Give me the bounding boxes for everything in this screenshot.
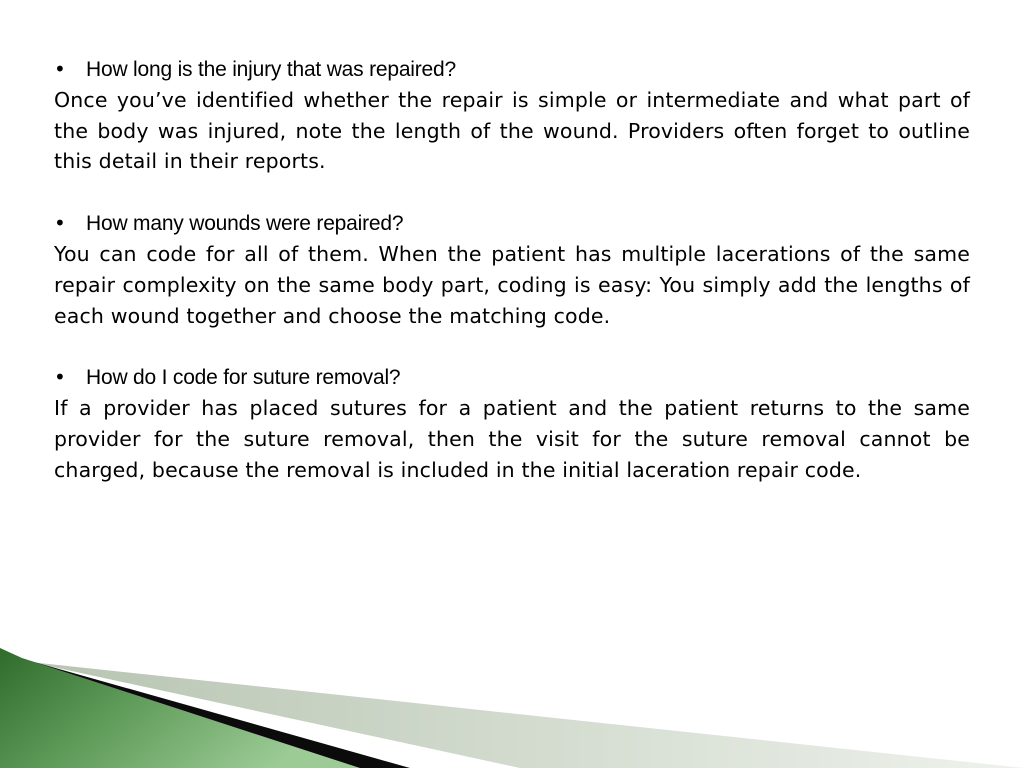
question-text: How many wounds were repaired? (86, 212, 404, 236)
qa-section-suture-removal (54, 362, 970, 485)
answer-text: If a provider has placed sutures for a patient and the patient returns to the same provider for the suture removal, then the visit for the suture removal cannot be charged, because the removal is included in the initial laceration repair code. (54, 396, 970, 482)
qa-section-wound-count (54, 208, 970, 331)
corner-swoosh-decoration (0, 640, 1024, 768)
bullet-icon: • (54, 365, 66, 390)
qa-section-injury-length (54, 54, 970, 177)
bullet-icon: • (54, 211, 66, 236)
slide-content (54, 54, 970, 516)
question-row (54, 362, 970, 393)
answer-text: Once you’ve identified whether the repair is simple or intermediate and what part of the body was injured, note the length of the wound. Providers often forget to outline this detail in their reports. (54, 88, 970, 174)
question-text: How long is the injury that was repaired? (86, 58, 456, 81)
question-row (54, 208, 970, 239)
question-text: How do I code for suture removal? (86, 366, 401, 390)
bullet-icon: • (54, 57, 66, 81)
question-row (54, 54, 970, 85)
answer-text: You can code for all of them. When the patient has multiple lacerations of the same repair complexity on the same body part, coding is easy: You simply add the lengths of each wound together and choose the matching code. (54, 242, 970, 328)
